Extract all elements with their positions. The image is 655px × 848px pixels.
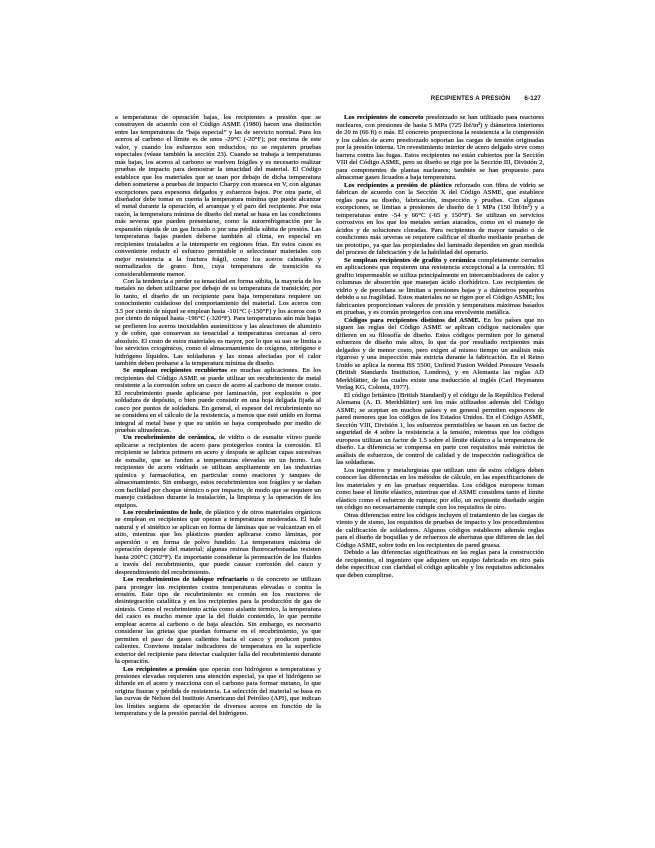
paragraph-text: , de plástico y de otros materiales orgánicos se emplean en recipientes que operan a temperaturas moderadas. El hule natural y el sintético se aplican en forma de láminas que se vulcanizan en el sitio, mientras que los plásticos pueden aplicarse como láminas, por aspersión o en forma de polvo fundido. La temperatura máxima de operación depende del material; algunas resinas fluorocarbonadas resisten hasta 200°C (392°F). Es importante considerar la permeación de los fluidos a través del recubrimiento, que puede causar corrosión del casco y desprendimiento del recubrimiento. xyxy=(115,509,322,576)
left-text-column xyxy=(115,114,321,718)
page-number: 6-127 xyxy=(524,95,541,102)
paragraph-lead: Los recipientes a presión xyxy=(123,665,197,673)
right-text-column xyxy=(336,114,544,579)
paragraph xyxy=(336,467,544,512)
paragraph xyxy=(115,278,321,367)
paragraph-text: Los ingenieros y metalurgistas que utilizan uno de estos códigos deben conocer las diferencias en los métodos de cálculo, en las especificaciones de los materiales y en las pruebas requeridas. Los códigos europeos toman como base el límite elástico, mientras que el ASME considera tanto el límite elástico como el esfuerzo de ruptura; por ello, un recipiente diseñado según un código no necesariamente cumple con los requisitos de otro. xyxy=(336,466,544,511)
paragraph-lead: Un recubrimiento de cerámica, xyxy=(123,434,216,442)
paragraph-text: completamente cerrados en aplicaciones que requieren una resistencia excepcional a la corrosión. El grafito impermeable se utiliza principalmente en intercambiadores de calor y columnas de absorción que manejan ácido clorhídrico. Los recipientes de vidrio y de porcelana se limitan a presiones bajas y a diámetros pequeños debido a su fragilidad. Estos materiales no se rigen por el Código ASME; los fabricantes proporcionan valores de presión y temperatura máximas basados en pruebas, y es común protegerlos con una envolvente metálica. xyxy=(336,256,544,316)
paragraph-lead: Se emplean recipientes de grafito y cerámica xyxy=(344,256,476,264)
paragraph xyxy=(336,317,544,392)
paragraph-lead: Se emplean recipientes recubiertos xyxy=(123,367,228,375)
paragraph xyxy=(336,392,544,467)
paragraph-text: a temperaturas de operación bajas, los recipientes a presión que se construyen de acuerdo con el Código ASME (1980) hacen una distinción entre las temperaturas de “baja especial” y las de servicio normal. Para los aceros al carbono el límite es de unos -29°C (-20°F); por encima de este valor, y cuando los esfuerzos son reducidos, no se requieren pruebas especiales (véase también la sección 23). Cuando se trabaja a temperaturas más bajas, los aceros al carbono se vuelven frágiles y es necesario realizar pruebas de impacto para demostrar la tenacidad del material. El Código establece que los materiales que se usan por debajo de dicha temperatura deben someterse a pruebas de impacto Charpy con muesca en V, con algunas excepciones para espesores delgados y esfuerzos bajos. Por otra parte, el diseñador debe tomar en cuenta la temperatura mínima que puede alcanzar el metal durante la operación, el arranque y el paro del recipiente. Por esta razón, la temperatura mínima de diseño del metal se basa en las condiciones más severas que pueden presentarse, como la autorrefrigeración por la expansión rápida de un gas licuado o por una pérdida súbita de presión. Las temperaturas bajas pueden deberse también al clima, en especial en recipientes instalados a la intemperie en regiones frías. En estos casos es conveniente reducir el esfuerzo permisible o seleccionar materiales con mejor resistencia a la fractura frágil, como los aceros calmados y normalizados de grano fino, cuya temperatura de transición es considerablemente menor. xyxy=(115,114,321,278)
paragraph-lead: Los recipientes de concreto xyxy=(344,114,424,121)
paragraph xyxy=(115,434,321,509)
paragraph-text: o de concreto se utilizan para proteger los recipientes contra temperaturas elevadas o contra la erosión. Este tipo de recubrimiento es común en los reactores de desintegración catalítica y en los recipientes para la producción de gas de síntesis. Como el recubrimiento actúa como aislante térmico, la temperatura del casco es mucho menor que la del fluido contenido, lo que permite emplear aceros al carbono o de baja aleación. Sin embargo, es necesario considerar las grietas que puedan formarse en el recubrimiento, ya que permiten el paso de gases calientes hacia el casco y producen puntos calientes. Conviene instalar indicadores de temperatura en la superficie exterior del recipiente para detectar cualquier falla del recubrimiento durante la operación. xyxy=(115,576,321,666)
paragraph xyxy=(336,114,544,182)
paragraph-text: en muchas aplicaciones. En los recipientes del Código ASME se puede utilizar un recubrimiento de metal resistente a la corrosión sobre un casco de acero al carbono de menor costo. El recubrimiento puede aplicarse por laminación, por explosión o por soldadura de depósito, o bien puede consistir en una hoja delgada fijada al casco por puntos de soldadura. En general, el espesor del recubrimiento no se considera en el cálculo de la resistencia, a menos que esté unido en forma integral al metal base y que su unión se haya comprobado por medio de pruebas ultrasónicas. xyxy=(115,367,321,435)
paragraph xyxy=(336,257,544,317)
paragraph-text: de vidrio o de esmalte vítreo puede aplicarse a recipientes de acero para protegerlos contra la corrosión. El recipiente se fabrica primero en acero y después se aplican capas sucesivas de esmalte, que se funden a temperaturas elevadas en un horno. Los recipientes de acero vidriado se utilizan ampliamente en las industrias química y farmacéutica, en particular como reactores y tanques de almacenamiento. Sin embargo, estos recubrimientos son frágiles y se dañan con facilidad por choque térmico o por impacto, de modo que se requiere un manejo cuidadoso durante la instalación, la limpieza y la operación de los equipos. xyxy=(115,434,321,509)
paragraph-text: El código británico (British Standard) y el código de la República Federal Alemana (A. D. Merkblätter) son los más utilizados además del Código ASME; se aceptan en muchos países y en general permiten espesores de pared menores que los códigos de los Estados Unidos. En el Código ASME, Sección VIII, División 1, los esfuerzos permisibles se basan en un factor de seguridad de 4 sobre la resistencia a la tensión, mientras que los códigos europeos utilizan un factor de 1.5 sobre el límite elástico a la temperatura de diseño. La diferencia se compensa en parte con requisitos más estrictos de análisis de esfuerzos, de control de calidad y de inspección radiográfica de las soldaduras. xyxy=(336,391,544,466)
paragraph xyxy=(115,114,321,278)
paragraph-text: En los países que no siguen las reglas del Código ASME se aplican códigos nacionales que difieren en su filosofía de diseño. Estos códigos permiten por lo general esfuerzos de diseño más altos, lo que da por resultado recipientes más delgados y de menor costo, pero exigen al mismo tiempo un análisis más riguroso y una inspección más estricta durante la fabricación. En el Reino Unido se aplica la norma BS 5500, Unfired Fusion Welded Pressure Vessels (British Standards Institution, Londres), y en Alemania las reglas AD Merkblätter, de las cuales existe una traducción al inglés (Carl Heymanns Verlag KG, Colonia, 1977). xyxy=(336,316,544,391)
paragraph-text: Con la tendencia a perder su tenacidad en forma súbita, la mayoría de los metales no deben utilizarse por debajo de su temperatura de transición; por lo tanto, el diseño de un recipiente para baja temperatura requiere un conocimiento cuidadoso del comportamiento del material. Los aceros con 3.5 por ciento de níquel se emplean hasta -101°C (-150°F) y los aceros con 9 por ciento de níquel hasta -196°C (-320°F). Para temperaturas aún más bajas se prefieren los aceros inoxidables austeníticos y las aleaciones de aluminio y de cobre, que conservan su tenacidad a temperaturas cercanas al cero absoluto. El costo de estos materiales es mayor, por lo que su uso se limita a los servicios criogénicos, como el almacenamiento de oxígeno, nitrógeno e hidrógeno líquidos. Las soldaduras y las zonas afectadas por el calor también deben probarse a la temperatura mínima de diseño. xyxy=(115,277,321,367)
paragraph-text: presforzado se han utilizado para reactores nucleares, con presiones de hasta 5 MPa (725 lbf/in²) y diámetros interiores de 20 m (66 ft) o más. El concreto proporciona la resistencia a la compresión y los cables de acero presforzado soportan las cargas de tensión originadas por la presión interna. Un revestimiento interior de acero delgado sirve como barrera contra las fugas. Estos recipientes no están cubiertos por la Sección VIII del Código ASME, pero su diseño se rige por la Sección III, División 2, para componentes de plantas nucleares; también se han propuesto para almacenar gases licuados a baja temperatura. xyxy=(336,114,544,181)
paragraph-text: Otras diferencias entre los códigos incluyen el tratamiento de las cargas de viento y de sismo, los requisitos de pruebas de impacto y los procedimientos de calificación de soldadores. Algunos códigos establecen además reglas para el diseño de boquillas y de refuerzos de aberturas que difieren de las del Código ASME, sobre todo en los recipientes de pared gruesa. xyxy=(336,511,544,549)
paragraph xyxy=(336,182,544,257)
paragraph-text: Debido a las diferencias significativas en las reglas para la construcción de recipientes, el ingeniero que adquiere un equipo fabricado en otro país debe especificar con claridad el código aplicable y los requisitos adicionales que deben cumplirse. xyxy=(336,549,544,579)
paragraph-lead: Los recubrimientos de tabique refractario xyxy=(123,576,248,584)
paragraph xyxy=(115,367,321,434)
paragraph xyxy=(115,666,321,718)
paragraph xyxy=(336,549,544,579)
section-title: RECIPIENTES A PRESIÓN xyxy=(430,95,511,102)
paragraph-lead: Los recipientes a presión de plástico xyxy=(344,181,452,189)
paragraph-lead: Códigos para recipientes distintos del ASME. xyxy=(344,316,481,324)
paragraph-text: reforzado con fibra de vidrio se fabrican de acuerdo con la Sección X del Código ASME, que establece reglas para su diseño, fabricación, inspección y pruebas. Con algunas excepciones, se limitan a presiones de diseño de 1 MPa (150 lbf/in²) y a temperaturas entre -54 y 66°C (-65 y 150°F). Se utilizan en servicios corrosivos en los que los metales serían atacados, como en el manejo de ácidos y de soluciones cloradas. Para recipientes de mayor tamaño o de condiciones más severas se requiere calificar el diseño mediante pruebas de un prototipo, ya que las propiedades del laminado dependen en gran medida del proceso de fabricación y de la habilidad del operario. xyxy=(336,181,544,256)
paragraph-lead: Los recubrimientos de hule xyxy=(123,509,202,517)
paragraph-text: que operan con hidrógeno a temperaturas y presiones elevadas requieren una atención especial, ya que el hidrógeno se difunde en el acero y reacciona con el carbono para formar metano, lo que origina fisuras y pérdida de resistencia. La selección del material se basa en las curvas de Nelson del Instituto Americano del Petróleo (API), que indican los límites seguros de operación de diversos aceros en función de la temperatura y de la presión parcial del hidrógeno. xyxy=(115,665,322,718)
paragraph xyxy=(115,576,321,665)
running-header xyxy=(431,95,541,102)
paragraph xyxy=(115,509,321,576)
paragraph xyxy=(336,512,544,550)
